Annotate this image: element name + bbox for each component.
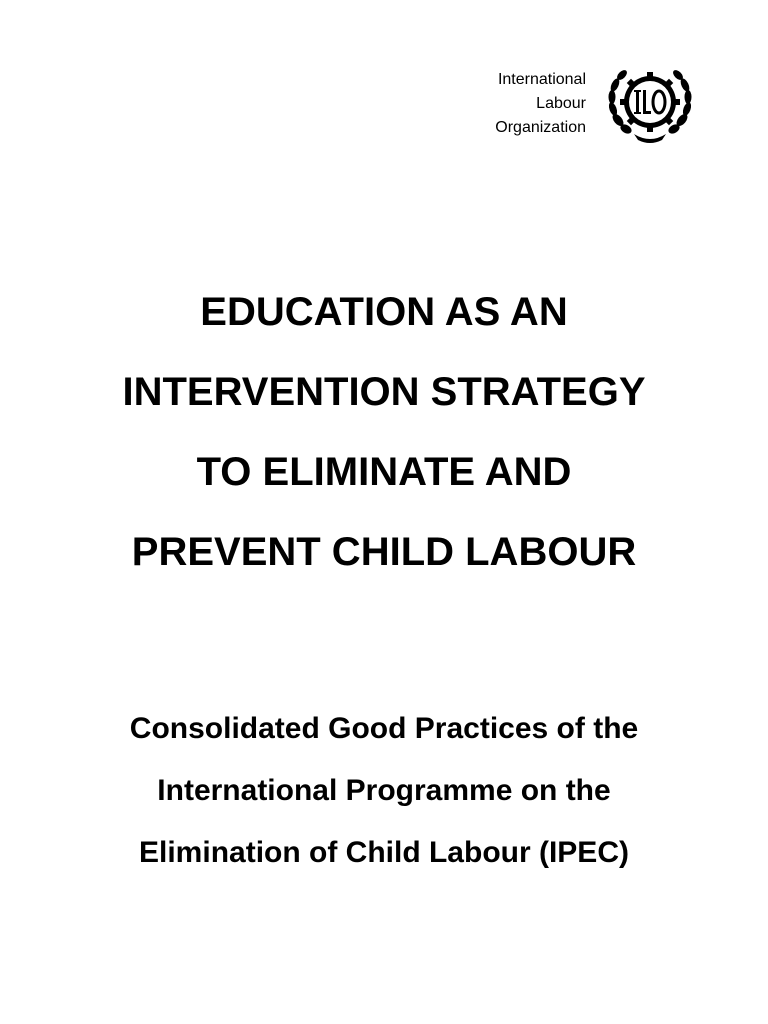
subtitle-line-3: Elimination of Child Labour (IPEC) [139,836,629,869]
document-title [0,272,768,592]
header [495,62,696,146]
title-line-2: INTERVENTION STRATEGY [122,370,646,414]
title-line-3: TO ELIMINATE AND [196,450,572,494]
document-subtitle [0,698,768,884]
title-line-4: PREVENT CHILD LABOUR [131,530,637,574]
organization-name [495,68,586,140]
org-name-line-3: Organization [495,119,586,136]
org-name-line-2: Labour [536,95,586,112]
subtitle-line-1: Consolidated Good Practices of the [129,712,639,745]
org-name-line-1: International [497,71,586,88]
ilo-emblem-icon [604,62,696,146]
title-line-1: EDUCATION AS AN [200,290,568,334]
subtitle-line-2: International Programme on the [157,774,611,807]
